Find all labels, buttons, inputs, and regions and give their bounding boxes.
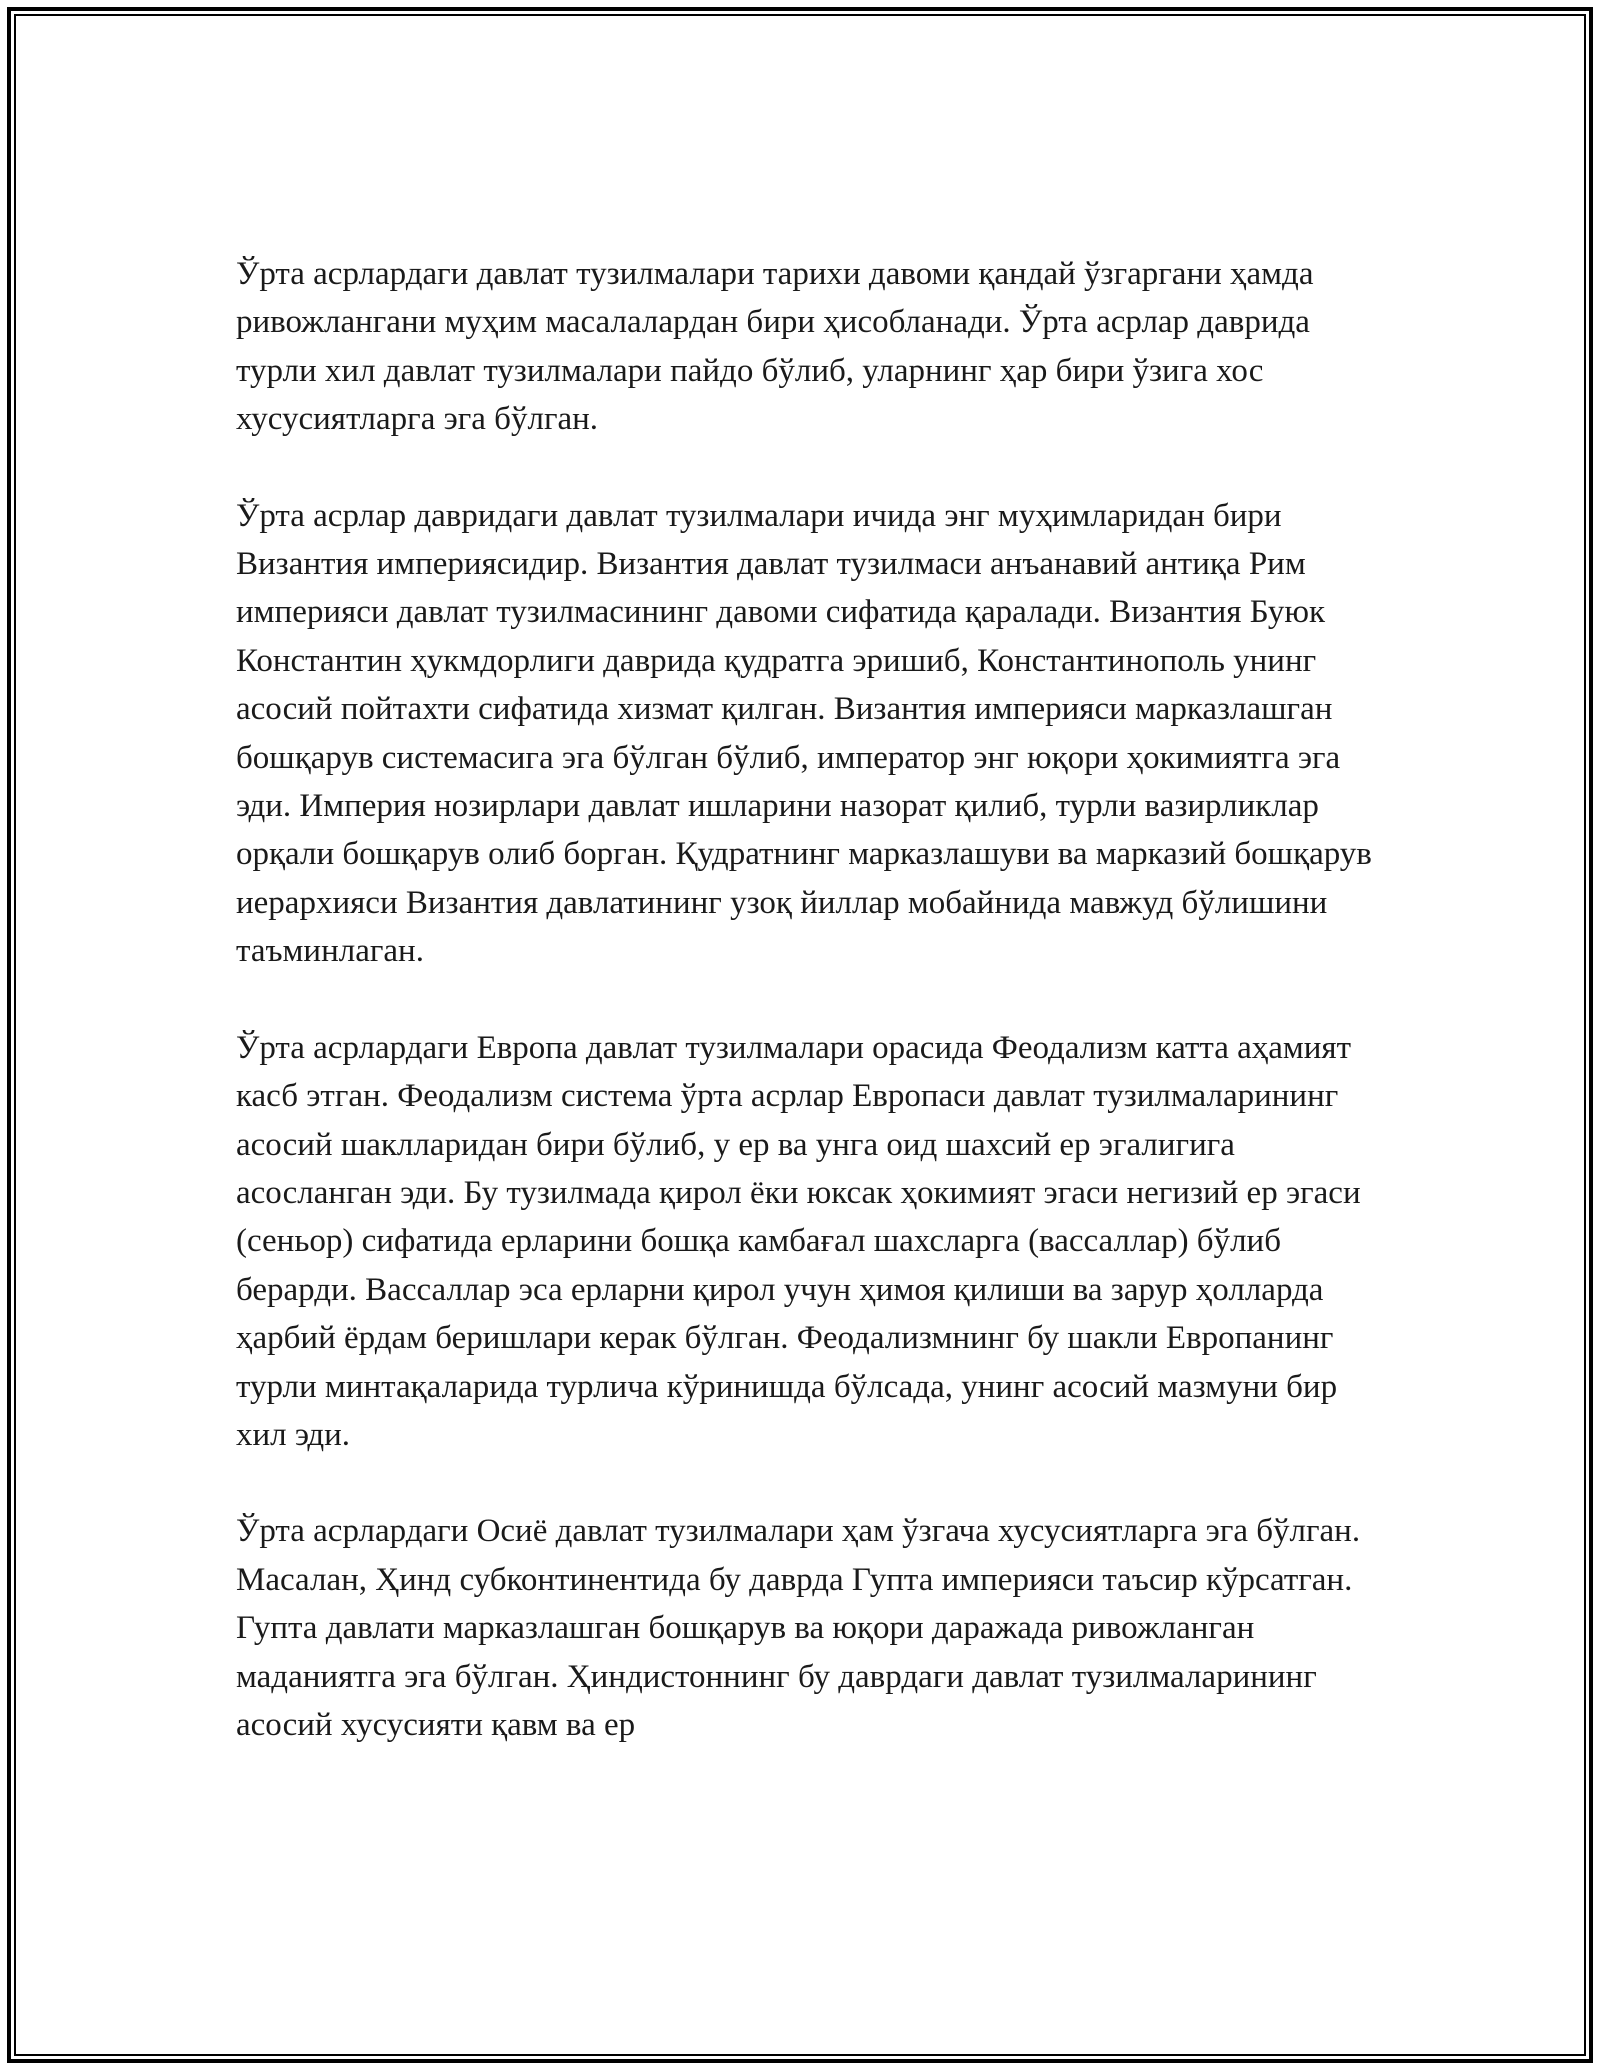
paragraph-4: Ўрта асрлардаги Осиё давлат тузилмалари ҳам ўзгача хусусиятларга эга бўлган. Масалан, Ҳинд субконтинентида бу даврда Гупта империяси таъсир кўрсатган. Гупта давлати марказлашган бошқарув ва юқори даражада ривожланган маданиятга эга бўлган. Ҳиндистоннинг бу даврдаги давлат тузилмаларининг асосий хусусияти қавм ва ер — [236, 1513, 1361, 1743]
document-body — [236, 250, 1376, 1749]
paragraph-1: Ўрта асрлардаги давлат тузилмалари тарихи давоми қандай ўзгаргани ҳамда ривожлангани муҳим масалалардан бири ҳисобланади. Ўрта асрлар даврида турли хил давлат тузилмалари пайдо бўлиб, уларнинг ҳар бири ўзига хос хусусиятларга эга бўлган. — [236, 256, 1314, 438]
paragraph-3: Ўрта асрлардаги Европа давлат тузилмалари орасида Феодализм катта аҳамият касб этган. Феодализм система ўрта асрлар Европаси давлат тузилмаларининг асосий шаклларидан бири бўлиб, у ер ва унга оид шахсий ер эгалигига асосланган эди. Бу тузилмада қирол ёки юксак ҳокимият эгаси негизий ер эгаси (сеньор) сифатида ерларини бошқа камбағал шахсларга (вассаллар) бўлиб берарди. Вассаллар эса ерларни қирол учун ҳимоя қилиши ва зарур ҳолларда ҳарбий ёрдам беришлари керак бўлган. Феодализмнинг бу шакли Европанинг турли минтақаларида турлича кўринишда бўлсада, унинг асосий мазмуни бир хил эди. — [236, 1029, 1361, 1453]
paragraph-2: Ўрта асрлар давридаги давлат тузилмалари ичида энг муҳимларидан бири Византия империясидир. Византия давлат тузилмаси анъанавий антиқа Рим империяси давлат тузилмасининг давоми сифатида қаралади. Византия Буюк Константин ҳукмдорлиги даврида қудратга эришиб, Константинополь унинг асосий пойтахти сифатида хизмат қилган. Византия империяси марказлашган бошқарув системасига эга бўлган бўлиб, император энг юқори ҳокимиятга эга эди. Империя нозирлари давлат ишларини назорат қилиб, турли вазирликлар орқали бошқарув олиб борган. Қудратнинг марказлашуви ва марказий бошқарув иерархияси Византия давлатининг узоқ йиллар мобайнида мавжуд бўлишини таъминлаган. — [236, 497, 1372, 970]
